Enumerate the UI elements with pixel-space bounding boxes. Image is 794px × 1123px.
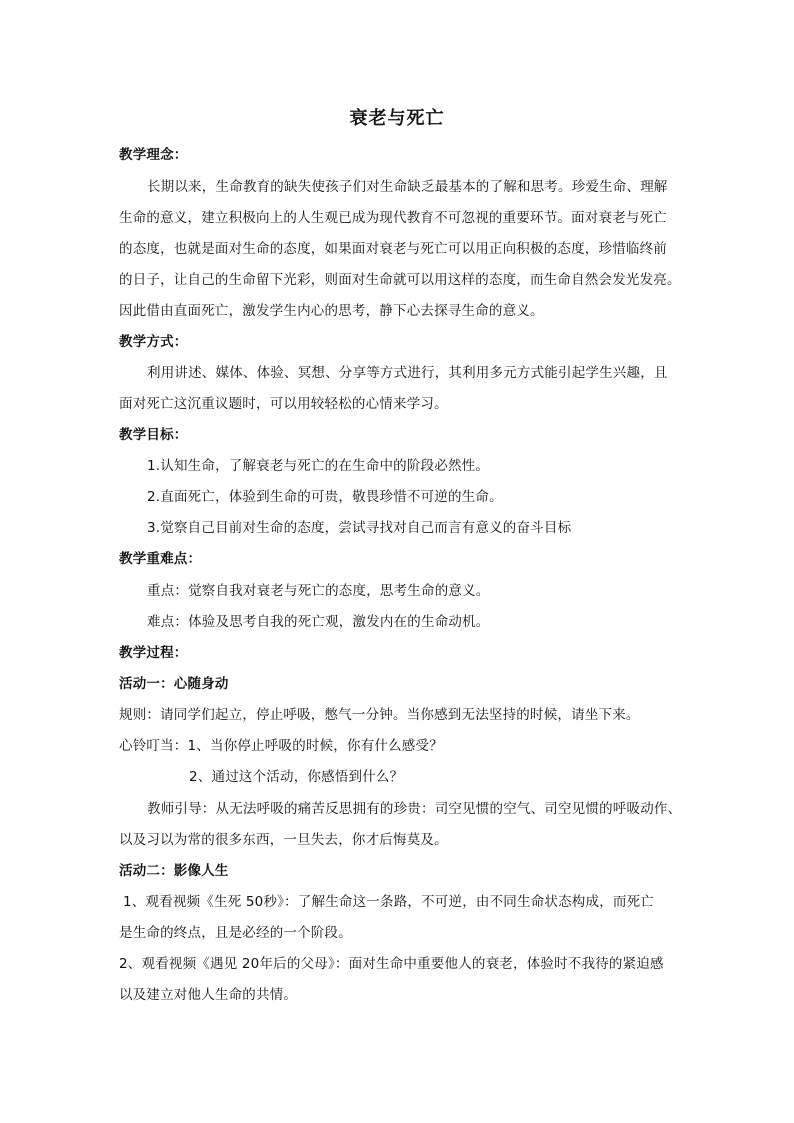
- activity-1-guide-line-2: 以及习以为常的很多东西，一旦失去，你才后悔莫及。: [119, 832, 448, 848]
- method-line-2: 面对死亡这沉重议题时，可以用较轻松的心情来学习。: [119, 396, 448, 412]
- page-title: 衰老与死亡: [349, 108, 445, 129]
- activity-1-heading: 活动一：心随身动: [119, 676, 229, 692]
- philosophy-line-3: 的态度，也就是面对生命的态度，如果面对衰老与死亡可以用正向积极的态度，珍惜临终前: [119, 241, 667, 257]
- method-heading: 教学方式：: [119, 334, 188, 350]
- activity-2-item-2-line-2: 以及建立对他人生命的共情。: [119, 987, 298, 1003]
- activity-2-heading: 活动二：影像人生: [119, 863, 229, 879]
- goals-heading: 教学目标：: [119, 427, 188, 443]
- philosophy-line-4: 的日子，让自己的生命留下光彩，则面对生命就可以用这样的态度，而生命自然会发光发亮。: [119, 272, 681, 288]
- activity-2-item-1-line-1: 1、观看视频《生死 50秒》：了解生命这一条路，不可逆，由不同生命状态构成，而死亡: [123, 894, 655, 910]
- method-line-1: 利用讲述、媒体、体验、冥想、分享等方式进行，其利用多元方式能引起学生兴趣，且: [147, 365, 668, 381]
- activity-1-rule: 规则：请同学们起立，停止呼吸，憋气一分钟。当你感到无法坚持的时候，请坐下来。: [119, 707, 640, 723]
- activity-2-item-1-line-2: 是生命的终点，且是必经的一个阶段。: [119, 925, 352, 941]
- goal-item-1: 1.认知生命，了解衰老与死亡的在生命中的阶段必然性。: [147, 458, 490, 474]
- activity-1-guide-line-1: 教师引导：从无法呼吸的痛苦反思拥有的珍贵：司空见惯的空气、司空见惯的呼吸动作、: [147, 801, 682, 817]
- goal-item-2: 2.直面死亡，体验到生命的可贵，敬畏珍惜不可逆的生命。: [147, 489, 503, 505]
- activity-1-question-2: 2、通过这个活动，你感悟到什么？: [189, 769, 404, 785]
- philosophy-line-5: 因此借由直面死亡，激发学生内心的思考，静下心去探寻生命的意义。: [119, 303, 544, 319]
- key-points-heading: 教学重难点：: [119, 551, 202, 567]
- activity-2-item-2-line-1: 2、观看视频《遇见 20年后的父母》：面对生命中重要他人的衰老，体验时不我待的紧迫感: [119, 956, 664, 972]
- difficult-point: 难点：体验及思考自我的死亡观，激发内在的生命动机。: [147, 614, 490, 630]
- goal-item-3: 3.觉察自己目前对生命的态度，尝试寻找对自己而言有意义的奋斗目标: [147, 520, 572, 536]
- philosophy-line-1: 长期以来，生命教育的缺失使孩子们对生命缺乏最基本的了解和思考。珍爱生命、理解: [147, 179, 668, 195]
- process-heading: 教学过程：: [119, 645, 188, 661]
- philosophy-heading: 教学理念：: [119, 147, 188, 163]
- activity-1-question-1: 心铃叮当：1、当你停止呼吸的时候，你有什么感受？: [119, 738, 443, 754]
- key-point: 重点：觉察自我对衰老与死亡的态度，思考生命的意义。: [147, 583, 490, 599]
- philosophy-line-2: 生命的意义，建立积极向上的人生观已成为现代教育不可忽视的重要环节。面对衰老与死亡: [119, 210, 667, 226]
